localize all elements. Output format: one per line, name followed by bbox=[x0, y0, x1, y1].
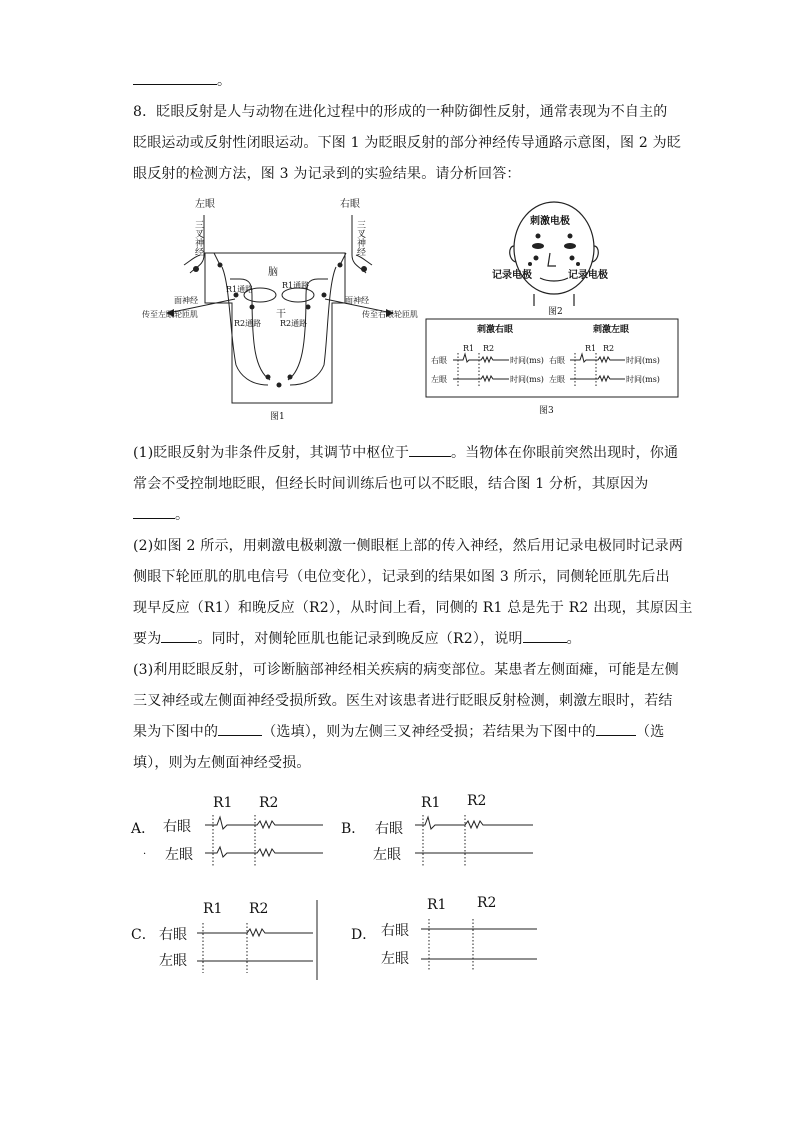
sub2-line-3: 现早反应（R1）和晚反应（R2），从时间上看，同侧的 R1 总是先于 R2 出现，其原因主 bbox=[133, 600, 693, 616]
option-c-r2: R2 bbox=[249, 901, 269, 917]
fig1-r1-right-label: R1通路 bbox=[282, 281, 310, 290]
figure-1-reflex-pathway bbox=[140, 195, 420, 427]
option-c-r1: R1 bbox=[203, 901, 223, 917]
option-d-label: D． bbox=[351, 927, 377, 943]
option-c-label: C． bbox=[131, 927, 156, 943]
fig1-left-eye-label: 左眼 bbox=[195, 199, 215, 210]
fig1-left-trigeminal-label: 三叉神经 bbox=[193, 220, 203, 256]
option-a-right-eye: 右眼 bbox=[163, 819, 191, 835]
fig1-trunk-label: 干 bbox=[276, 309, 286, 320]
sub3-line-4: 填），则为左侧面神经受损。 bbox=[133, 755, 311, 771]
option-b-right-eye: 右眼 bbox=[375, 821, 403, 837]
sub1-line-2: 常会不受控制地眨眼，但经长时间训练后也可以不眨眼，结合图 1 分析，其原因为 bbox=[133, 476, 649, 492]
fig1-r2-left-label: R2通路 bbox=[234, 319, 262, 328]
sub2-line-1: (2)如图 2 所示，用刺激电极刺激一侧眼框上部的传入神经，然后用记录电极同时记录两 bbox=[133, 538, 684, 554]
option-d-right-eye: 右眼 bbox=[381, 923, 409, 939]
q8-line-2: 眨眼运动或反射性闭眼运动。下图 1 为眨眼反射的部分神经传导通路示意图，图 2 为眨 bbox=[133, 135, 682, 151]
fig1-right-trigeminal-label: 三叉神经 bbox=[355, 220, 365, 256]
answer-blank bbox=[161, 628, 197, 643]
fig1-to-left-muscle-label: 传至左眼轮匝肌 bbox=[142, 310, 198, 319]
figure-3-recordings bbox=[425, 318, 681, 418]
sub2-line-4: 要为 。同时，对侧轮匝肌也能记录到晚反应（R2），说明 。 bbox=[133, 628, 581, 648]
fig1-left-facial-label: 面神经 bbox=[174, 296, 198, 305]
option-a-r1: R1 bbox=[213, 795, 233, 811]
fig3-right-eye-label: 右眼 bbox=[431, 356, 447, 365]
option-d-left-eye: 左眼 bbox=[381, 951, 409, 967]
q8-line-3: 眼反射的检测方法，图 3 为记录到的实验结果。请分析回答： bbox=[133, 166, 521, 182]
answer-blank bbox=[596, 721, 636, 736]
option-c-right-eye: 右眼 bbox=[159, 927, 187, 943]
fig3-r1-label: R1 bbox=[585, 344, 597, 353]
sub1-line-3: 。 bbox=[133, 504, 189, 524]
fig3-r2-label: R2 bbox=[483, 344, 495, 353]
option-c-left-eye: 左眼 bbox=[159, 953, 187, 969]
fig2-record-right-label: 记录电极 bbox=[568, 270, 608, 281]
option-a-left-eye: 左眼 bbox=[165, 847, 193, 863]
option-d-r1: R1 bbox=[427, 897, 447, 913]
answer-blank bbox=[218, 721, 262, 736]
figure-2-electrodes bbox=[490, 198, 620, 318]
fig3-time-label: 时间(ms) bbox=[626, 356, 660, 365]
fig3-r2-label: R2 bbox=[603, 344, 615, 353]
fig1-to-right-muscle-label: 传至右眼轮匝肌 bbox=[362, 310, 418, 319]
option-d-r2: R2 bbox=[477, 895, 497, 911]
fig1-r1-left-label: R1通路 bbox=[226, 285, 254, 294]
option-a-label: A． bbox=[131, 821, 156, 837]
fig3-right-eye-label: 右眼 bbox=[549, 356, 565, 365]
fig3-r1-label: R1 bbox=[463, 344, 475, 353]
sub1-line-1: (1)眨眼反射为非条件反射，其调节中枢位于 。当物体在你眼前突然出现时，你通 bbox=[133, 442, 678, 462]
q8-line-1: 8．眨眼反射是人与动物在进化过程中的形成的一种防御性反射，通常表现为不自主的 bbox=[133, 104, 668, 120]
answer-blank bbox=[133, 504, 175, 519]
answer-options bbox=[125, 785, 555, 985]
sub3-line-3: 果为下图中的 （选填），则为左侧三叉神经受损；若结果为下图中的 （选 bbox=[133, 721, 664, 741]
option-b-left-eye: 左眼 bbox=[373, 847, 401, 863]
fig3-time-label: 时间(ms) bbox=[626, 375, 660, 384]
option-b-r2: R2 bbox=[467, 793, 487, 809]
fig2-stim-electrode-label: 刺激电极 bbox=[530, 216, 570, 227]
fig3-time-label: 时间(ms) bbox=[510, 375, 544, 384]
sub3-line-1: (3)利用眨眼反射，可诊断脑部神经相关疾病的病变部位。某患者左侧面瘫，可能是左侧 bbox=[133, 662, 679, 678]
top-answer-line: 。 bbox=[133, 70, 231, 90]
answer-blank bbox=[409, 442, 451, 457]
sub2-line-2: 侧眼下轮匝肌的肌电信号（电位变化），记录到的结果如图 3 所示，同侧轮匝肌先后出 bbox=[133, 569, 670, 585]
option-a-dot: · bbox=[143, 849, 147, 860]
fig2-caption: 图2 bbox=[548, 307, 563, 317]
fig2-record-left-label: 记录电极 bbox=[492, 270, 532, 281]
fig3-left-eye-label: 左眼 bbox=[549, 375, 565, 384]
fig3-stim-left-label: 刺激左眼 bbox=[593, 325, 630, 335]
fig3-stim-right-label: 刺激右眼 bbox=[477, 325, 514, 335]
fig1-caption: 图1 bbox=[270, 412, 285, 422]
option-a-r2: R2 bbox=[259, 795, 279, 811]
answer-blank bbox=[133, 70, 217, 85]
option-b-label: B． bbox=[341, 821, 366, 837]
fig3-time-label: 时间(ms) bbox=[510, 356, 544, 365]
fig1-brain-label: 脑 bbox=[268, 267, 278, 278]
sub3-line-2: 三叉神经或左侧面神经受损所致。医生对该患者进行眨眼反射检测，刺激左眼时，若结 bbox=[133, 693, 673, 709]
answer-blank bbox=[523, 628, 567, 643]
fig1-right-facial-label: 面神经 bbox=[345, 296, 369, 305]
option-b-r1: R1 bbox=[421, 795, 441, 811]
fig1-right-eye-label: 右眼 bbox=[340, 199, 360, 210]
fig1-r2-right-label: R2通路 bbox=[280, 319, 308, 328]
fig3-caption: 图3 bbox=[539, 406, 554, 416]
fig3-left-eye-label: 左眼 bbox=[431, 375, 447, 384]
